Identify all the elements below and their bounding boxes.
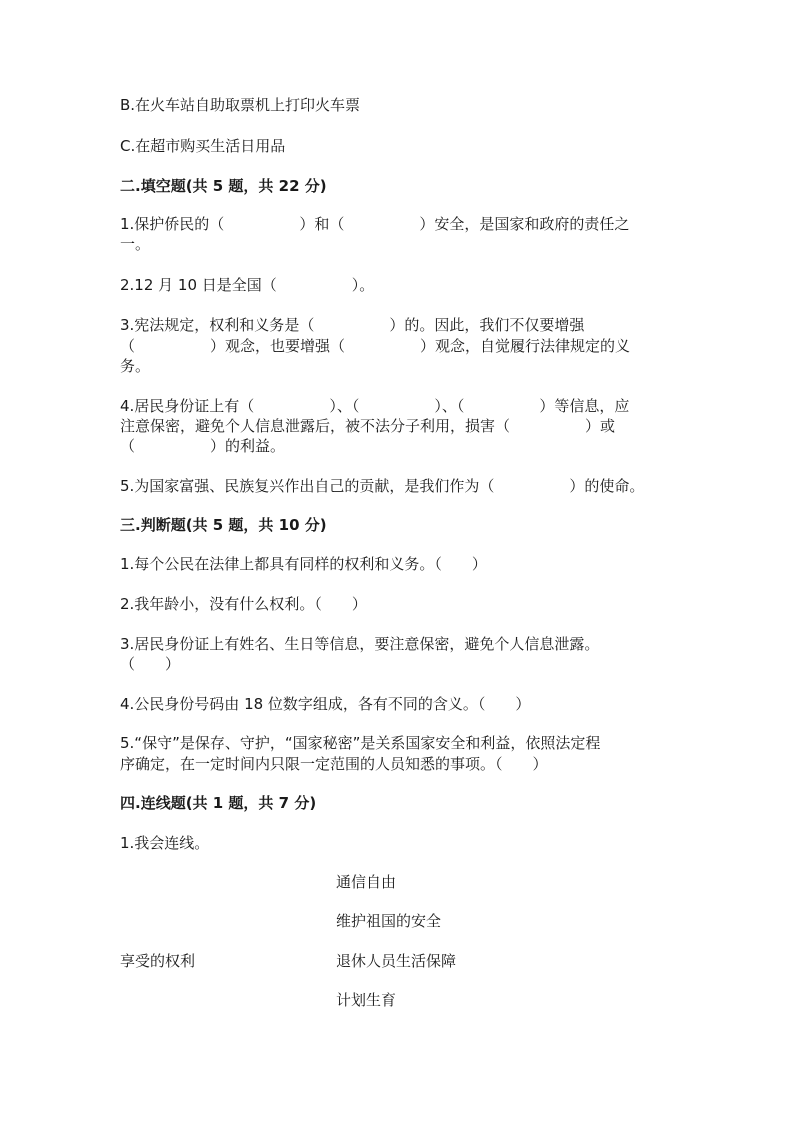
fill-blank-q3-line3: 务。 [120, 357, 151, 375]
fill-blank-q4-line3: （ ）的利益。 [120, 437, 286, 455]
section-heading-fill-blank: 二.填空题(共 5 题，共 22 分) [120, 177, 327, 195]
section-heading-matching: 四.连线题(共 1 题，共 7 分) [120, 794, 317, 812]
true-false-q5-line1: 5.“保守”是保存、守护，“国家秘密”是关系国家安全和利益，依照法定程 [120, 734, 601, 752]
fill-blank-q2-line1: 2.12 月 10 日是全国（ ）。 [120, 276, 375, 294]
matching-right-item: 维护祖国的安全 [336, 912, 442, 930]
fill-blank-q5-line1: 5.为国家富强、民族复兴作出自己的贡献，是我们作为（ ）的使命。 [120, 477, 645, 495]
true-false-q3-line1: 3.居民身份证上有姓名、生日等信息，要注意保密，避免个人信息泄露。 [120, 635, 600, 653]
true-false-q5-line2: 序确定，在一定时间内只限一定范围的人员知悉的事项。（ ） [120, 755, 548, 773]
option-b: B.在火车站自助取票机上打印火车票 [120, 96, 361, 114]
matching-q1-prompt: 1.我会连线。 [120, 834, 210, 852]
matching-left-item: 享受的权利 [120, 952, 196, 970]
matching-right-item: 通信自由 [336, 873, 397, 891]
matching-right-item: 计划生育 [336, 991, 397, 1009]
option-c: C.在超市购买生活日用品 [120, 137, 286, 155]
fill-blank-q4-line1: 4.居民身份证上有（ ）、（ ）、（ ）等信息，应 [120, 397, 630, 415]
true-false-q4-line1: 4.公民身份号码由 18 位数字组成，各有不同的含义。（ ） [120, 695, 531, 713]
section-heading-true-false: 三.判断题(共 5 题，共 10 分) [120, 516, 327, 534]
fill-blank-q3-line2: （ ）观念，也要增强（ ）观念，自觉履行法律规定的义 [120, 337, 631, 355]
fill-blank-q1-line1: 1.保护侨民的（ ）和（ ）安全，是国家和政府的责任之 [120, 215, 630, 233]
fill-blank-q3-line1: 3.宪法规定，权利和义务是（ ）的。因此，我们不仅要增强 [120, 316, 585, 334]
fill-blank-q4-line2: 注意保密，避免个人信息泄露后，被不法分子利用，损害（ ）或 [120, 417, 616, 435]
true-false-q1-line1: 1.每个公民在法律上都具有同样的权利和义务。（ ） [120, 555, 487, 573]
true-false-q2-line1: 2.我年龄小，没有什么权利。（ ） [120, 595, 367, 613]
matching-right-item: 退休人员生活保障 [336, 952, 457, 970]
fill-blank-q1-line2: 一。 [120, 235, 151, 253]
true-false-q3-line2: （ ） [120, 655, 181, 673]
